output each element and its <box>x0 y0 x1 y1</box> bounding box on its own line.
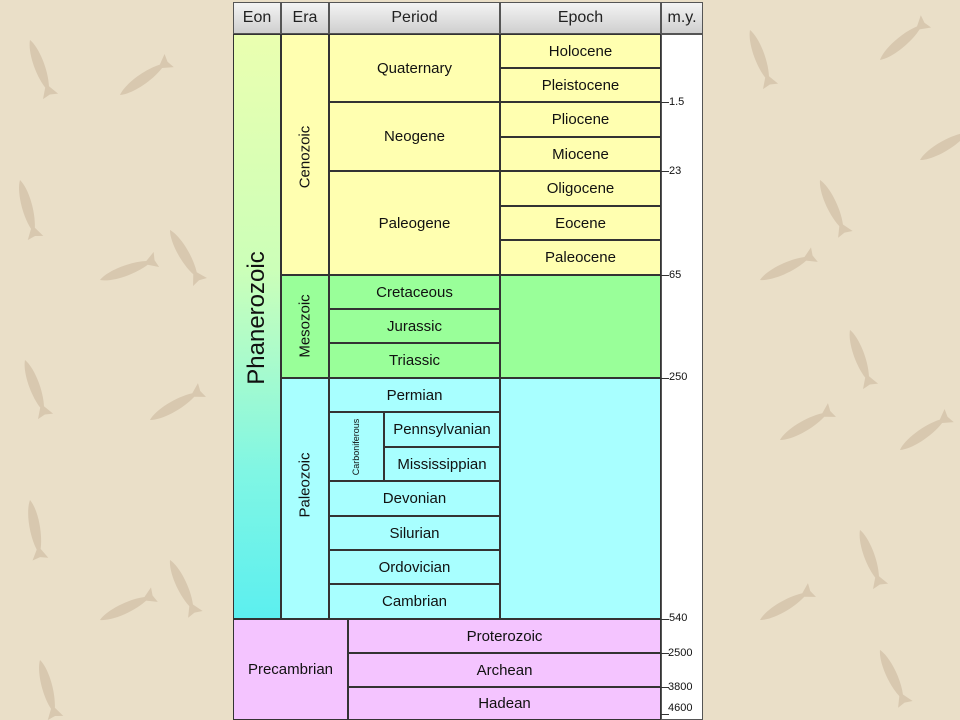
header-era: Era <box>281 2 329 34</box>
tick-540 <box>661 619 669 620</box>
header-eon: Eon <box>233 2 281 34</box>
age-label-3800: 3800 <box>668 681 693 693</box>
period-neogene: Neogene <box>329 102 500 171</box>
epoch-miocene: Miocene <box>500 137 661 171</box>
period-silurian: Silurian <box>329 516 500 550</box>
age-label-540: 540 <box>669 612 688 624</box>
header-million-years: m.y. <box>661 2 703 34</box>
age-label-65: 65 <box>669 269 682 281</box>
tick-4600 <box>661 714 669 715</box>
eon-proterozoic: Proterozoic <box>348 619 661 653</box>
period-cambrian: Cambrian <box>329 584 500 619</box>
age-label-4600: 4600 <box>668 702 693 714</box>
tick-250 <box>661 378 669 379</box>
epoch-pliocene: Pliocene <box>500 102 661 137</box>
period-jurassic: Jurassic <box>329 309 500 343</box>
period-devonian: Devonian <box>329 481 500 516</box>
period-permian: Permian <box>329 378 500 412</box>
period-mississippian: Mississippian <box>384 447 500 481</box>
tick-65 <box>661 275 669 276</box>
epoch-eocene: Eocene <box>500 206 661 240</box>
period-triassic: Triassic <box>329 343 500 378</box>
era-paleozoic-label: Paleozoic <box>296 452 314 518</box>
era-mesozoic-label: Mesozoic <box>296 294 314 358</box>
period-carboniferous-label: Carboniferous <box>351 418 361 476</box>
mesozoic-epoch-blank <box>500 275 661 378</box>
age-label-23: 23 <box>669 165 682 177</box>
period-pennsylvanian: Pennsylvanian <box>384 412 500 447</box>
eon-archean: Archean <box>348 653 661 687</box>
epoch-oligocene: Oligocene <box>500 171 661 206</box>
tick-23 <box>661 171 669 172</box>
age-label-250: 250 <box>669 371 688 383</box>
eon-hadean: Hadean <box>348 687 661 720</box>
eon-phanerozoic-label: Phanerozoic <box>243 251 270 385</box>
header-period: Period <box>329 2 500 34</box>
epoch-holocene: Holocene <box>500 34 661 68</box>
epoch-paleocene: Paleocene <box>500 240 661 275</box>
paleozoic-epoch-blank <box>500 378 661 619</box>
age-label-2500: 2500 <box>668 647 693 659</box>
era-cenozoic-label: Cenozoic <box>296 125 314 189</box>
tick-1-5 <box>661 102 669 103</box>
header-epoch: Epoch <box>500 2 661 34</box>
epoch-pleistocene: Pleistocene <box>500 68 661 102</box>
period-paleogene: Paleogene <box>329 171 500 275</box>
age-label-1-5: 1.5 <box>669 96 685 108</box>
eon-precambrian: Precambrian <box>233 619 348 720</box>
period-quaternary: Quaternary <box>329 34 500 102</box>
period-cretaceous: Cretaceous <box>329 275 500 309</box>
period-ordovician: Ordovician <box>329 550 500 584</box>
